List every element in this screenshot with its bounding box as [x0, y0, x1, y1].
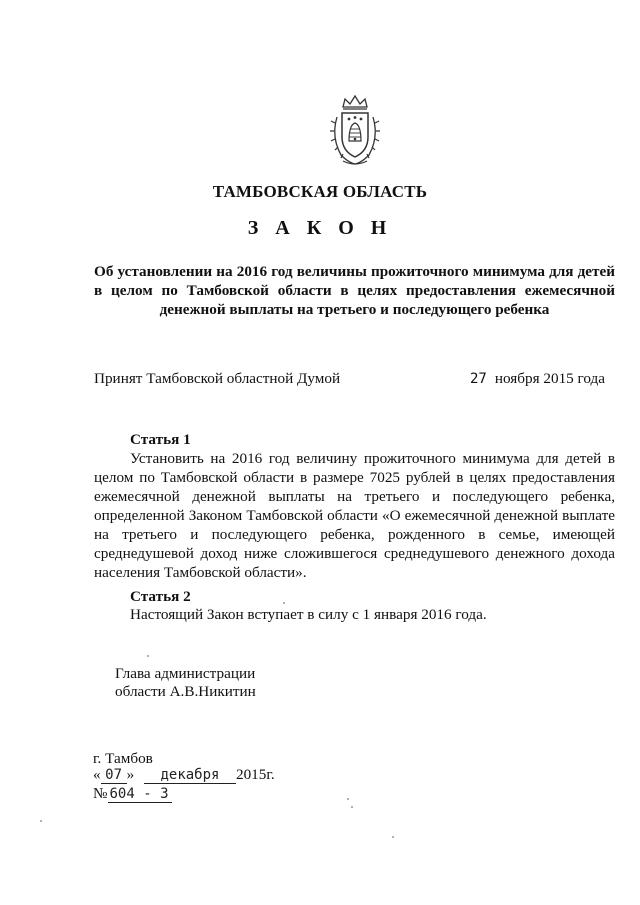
scan-speck	[347, 798, 349, 800]
scan-speck	[392, 836, 394, 838]
adopted-date	[470, 370, 605, 388]
scan-speck	[40, 820, 42, 822]
date-month: декабря	[144, 768, 236, 784]
scan-speck	[351, 806, 353, 808]
adopted-day: 27	[470, 371, 487, 387]
number-prefix: №	[93, 785, 108, 802]
adopted-by: Принят Тамбовской областной Думой	[94, 370, 341, 387]
law-subject: Об установлении на 2016 год величины прожиточного минимума для детей в целом по Тамбовской области в целях предоставления ежемесячной денежной выплаты на третьего и последующего ребенка	[94, 263, 615, 318]
article-2-text: Настоящий Закон вступает в силу с 1 января 2016 года.	[130, 606, 487, 623]
date-day: 07	[101, 768, 127, 784]
place: г. Тамбов	[93, 750, 153, 767]
date-close-quote: »	[126, 766, 135, 783]
region-title: ТАМБОВСКАЯ ОБЛАСТЬ	[212, 182, 428, 201]
signature-block	[115, 665, 256, 701]
article-1-text: Установить на 2016 год величину прожиточного минимума для детей в целом по Тамбовской области в размере 7025 рублей в целях предоставления ежемесячной денежной выплаты на третьего и последующего ребенка, определенной Законом Тамбовской области «О ежемесячной денежной выплате на третьего и последующего ребенка, рожденного в семье, имеющей среднедушевой доход ниже сложившегося среднедушевого денежного дохода населения Тамбовской области».	[94, 450, 615, 581]
signature-title: Глава администрации	[115, 665, 256, 682]
adopted-month-year: ноября 2015 года	[494, 370, 606, 387]
signing-date	[93, 766, 275, 784]
number-value: 604 - 3	[108, 787, 172, 803]
date-open-quote: «	[93, 766, 101, 783]
article-1-heading: Статья 1	[130, 431, 191, 448]
coat-of-arms-icon	[329, 93, 381, 167]
law-title: З А К О Н	[247, 217, 393, 239]
document-number	[93, 785, 172, 803]
date-year: 2015г.	[235, 766, 275, 783]
scan-speck	[147, 655, 149, 657]
article-2-heading: Статья 2	[130, 588, 191, 605]
scan-speck	[283, 602, 285, 604]
signature-name: области А.В.Никитин	[115, 683, 256, 700]
